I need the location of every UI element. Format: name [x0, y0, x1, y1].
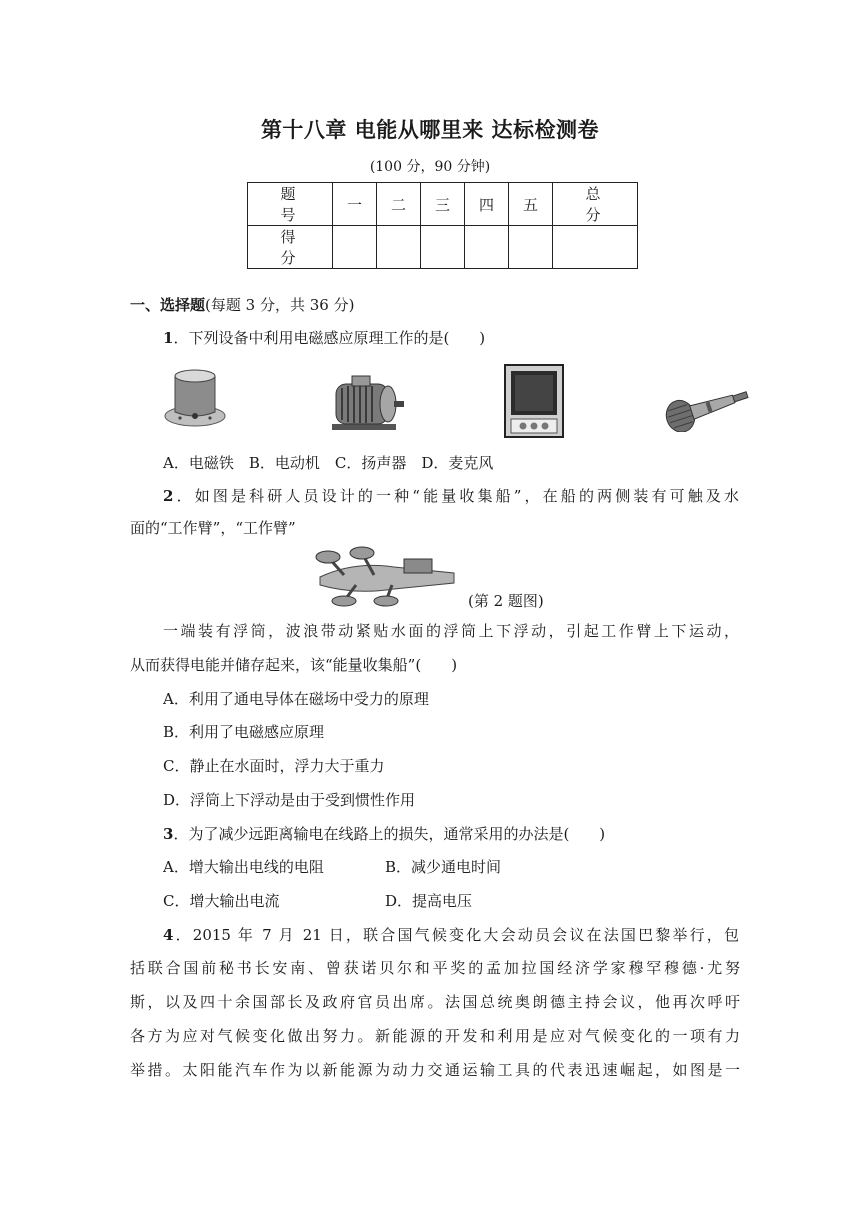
score-entry-cell	[553, 226, 638, 269]
score-table-cell: 五	[509, 183, 553, 226]
score-table-score-row	[248, 226, 638, 269]
question-number: 1	[163, 329, 174, 347]
question-2-option-c: C．静止在水面时，浮力大于重力	[163, 757, 385, 775]
question-2-stem-line	[163, 486, 739, 506]
question-4-line: 斯，以及四十余国部长及政府官员出席。法国总统奥朗德主持会议，他再次呼吁	[130, 993, 740, 1011]
question-3-stem	[163, 824, 773, 844]
microphone-figure	[663, 382, 755, 432]
score-table-cell: 四	[465, 183, 509, 226]
score-entry-cell	[333, 226, 377, 269]
score-entry-cell	[465, 226, 509, 269]
score-table-cell: 得 分	[248, 226, 333, 269]
score-entry-cell	[377, 226, 421, 269]
section-note: (每题 3 分，共 36 分)	[205, 296, 355, 314]
question-1-options: A．电磁铁 B．电动机 C．扬声器 D．麦克风	[163, 454, 494, 472]
score-table-cell: 题 号	[248, 183, 333, 226]
question-4-line: 各方为应对气候变化做出努力。新能源的开发和利用是应对气候变化的一项有力	[130, 1027, 740, 1045]
energy-harvesting-boat-figure	[314, 545, 464, 607]
question-2-option-d: D．浮筒上下浮动是由于受到惯性作用	[163, 791, 416, 809]
question-2-stem-line: 从而获得电能并储存起来，该“能量收集船”( )	[130, 656, 458, 674]
question-3-option-c: C．增大输出电流	[163, 892, 280, 910]
score-table-cell: 三	[421, 183, 465, 226]
question-2-option-b: B．利用了电磁感应原理	[163, 723, 325, 741]
section-heading	[130, 295, 740, 315]
exam-info: (100 分，90 分钟)	[369, 159, 491, 175]
figure-caption: (第 2 题图)	[468, 592, 544, 610]
score-table	[247, 182, 638, 269]
score-table-cell: 一	[333, 183, 377, 226]
question-text: ．2015 年 7 月 21 日，联合国气候变化大会动员会议在法国巴黎举行，包	[173, 926, 739, 944]
score-entry-cell	[421, 226, 465, 269]
question-4-line: 括联合国前秘书长安南、曾获诺贝尔和平奖的孟加拉国经济学家穆罕穆德·尤努	[130, 959, 740, 977]
question-3-option-b: B．减少通电时间	[385, 858, 502, 876]
question-2-option-a: A．利用了通电导体在磁场中受力的原理	[163, 690, 429, 708]
question-3-option-d: D．提高电压	[385, 892, 473, 910]
question-4-line	[163, 925, 739, 945]
section-title: 一、选择题	[130, 296, 206, 314]
question-number: 2	[163, 487, 174, 505]
question-number: 4	[163, 926, 174, 944]
speaker-figure	[503, 363, 565, 439]
score-table-cell: 二	[377, 183, 421, 226]
question-3-option-a: A．增大输出电线的电阻	[163, 858, 324, 876]
electromagnet-figure	[160, 364, 230, 434]
page-title: 第十八章 电能从哪里来 达标检测卷	[260, 118, 600, 142]
question-2-stem-line: 一端装有浮筒，波浪带动紧贴水面的浮筒上下浮动，引起工作臂上下运动，	[163, 622, 739, 640]
question-number: 3	[163, 825, 174, 843]
score-entry-cell	[509, 226, 553, 269]
score-table-cell: 总 分	[553, 183, 638, 226]
question-4-line: 举措。太阳能汽车作为以新能源为动力交通运输工具的代表迅速崛起，如图是一	[130, 1061, 740, 1079]
electric-motor-figure	[322, 372, 406, 434]
question-text: ．下列设备中利用电磁感应原理工作的是( )	[173, 329, 486, 347]
question-1-stem	[163, 328, 773, 348]
question-text: ．为了减少远距离输电在线路上的损失，通常采用的办法是( )	[173, 825, 606, 843]
score-table-header-row	[248, 183, 638, 226]
question-2-stem-line: 面的“工作臂”，“工作臂”	[130, 519, 296, 537]
question-text: ．如图是科研人员设计的一种“能量收集船”，在船的两侧装有可触及水	[173, 487, 739, 505]
